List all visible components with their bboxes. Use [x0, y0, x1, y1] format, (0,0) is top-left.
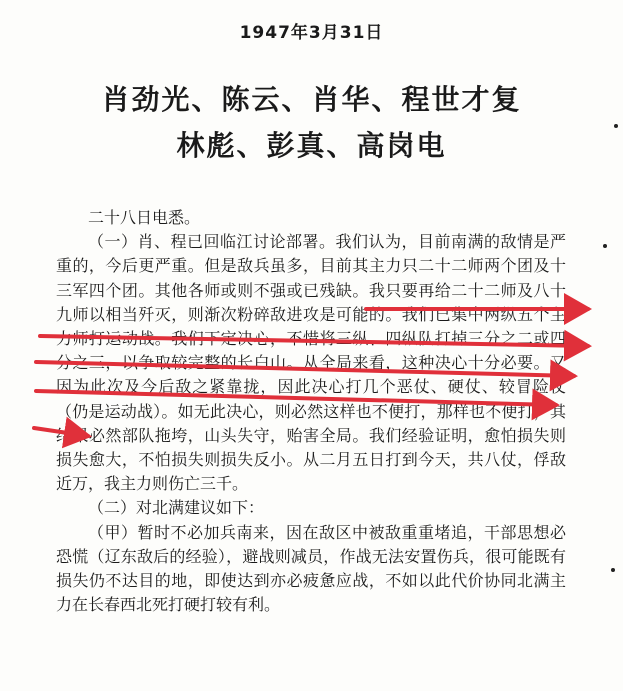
body-paragraph: 二十八日电悉。: [88, 208, 201, 227]
document-date: 1947年3月31日: [239, 23, 384, 43]
margin-dot: [603, 244, 607, 248]
body-paragraph: （甲）暂时不必加兵南来，因在敌区中被敌重重堵追，干部思想必恐慌（辽东敌后的经验），避战则减员，作战无法安置伤兵，很可能既有损失仍不达目的地，即使达到亦必疲惫应战，不如以此代价协同北满主力在长春西北死打硬打较有利。: [56, 522, 566, 615]
margin-dot: [611, 568, 615, 572]
document-title-line-2: 林彪、彭真、高岗电: [176, 129, 447, 162]
body-paragraph: （一）肖、程已回临江讨论部署。我们认为，目前南满的敌情是严重的，今后更严重。但是敌兵虽多，目前其主力只二十二师两个团及十三军四个团。其他各师或则不强或已残缺。我只要再给二十二师及八十九师以相当歼灭，则渐次粉碎敌进攻是可能的。我们已集中两纵五个主力师打运动战。我们下定决心，不惜将三纵、四纵队打掉三分之二或四分之三，以争取较完整的长白山。从全局来看，这种决心十分必要。又因为此次及今后敌之紧靠拢，因此决心打几个恶仗、硬仗、较冒险仗（仍是运动战）。如无此决心，则必然这样也不便打，那样也不便打，其结果必然部队拖垮，山头失守，贻害全局。我们经验证明，愈怕损失则损失愈大，不怕损失则损失反小。从二月五日打到今天，共八仗，俘敌近万，我主力则伤亡三千。: [56, 232, 566, 494]
document-title-line-1: 肖劲光、陈云、肖华、程世才复: [101, 83, 522, 116]
body-paragraph: （二）对北满建议如下：: [88, 498, 265, 518]
document-body: [56, 206, 566, 617]
margin-dot: [614, 124, 618, 128]
